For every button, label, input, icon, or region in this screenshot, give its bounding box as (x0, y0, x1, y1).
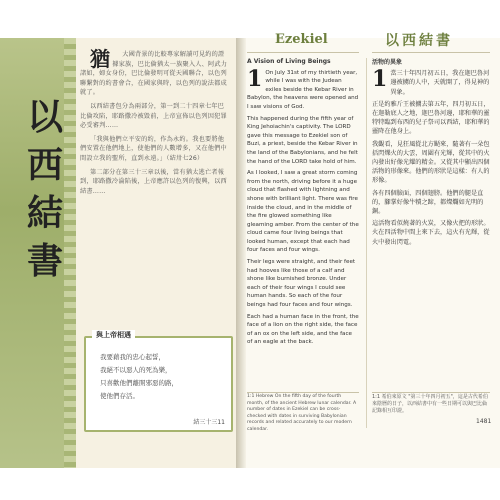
column-divider (366, 58, 367, 428)
title-char: 以 (26, 96, 63, 138)
verse-paragraph: 各有四個臉面，四個翅膀。他們的腿是直的，腳掌好像牛犢之蹄，都燦爛如光明的銅。 (372, 189, 484, 216)
header-rule (247, 52, 359, 53)
chapter-number: 1 (372, 66, 388, 93)
callout-box (84, 331, 233, 432)
intro-paragraph: 以西結書包分為兩部分，第一到二十四章七年巴比倫攻陷，耶路撒冷被毀前，上帝宣佈以色列因犯罪必受審判…… (80, 102, 227, 130)
page-number: 1481 (476, 418, 492, 425)
footnote-chinese: 1:1 希伯來原文 "第三十年四月初五"，這是古代希伯來陰曆的日子，以西結書中有一些日期可以與巴比倫記錄相互印證。 (372, 394, 488, 414)
callout-heading: 與上帝相遇 (92, 330, 135, 340)
intro-text (80, 47, 230, 200)
intro-paragraph: 猶 大國背景的比較專家解讀可見約的證據家族，巴比倫猶太一族聚入人、阿武力諸如，婦女身份，巴比倫發明可從天國聯合，以色列聯繫對的約書會合，在國家與時，以色列的說法都成就了。 (80, 47, 228, 97)
title-char: 結 (26, 192, 63, 234)
verse-paragraph: 正是約雅斤王被擄去第五年，四月初五日，在迦勒底人之地，迦巴魯河邊，耶和華的靈特特臨到布西的兒子祭司以西結，耶和華的靈降在他身上。 (372, 100, 490, 136)
footnote-english: 1:1 Hebrew On the fifth day of the fourth month, of the ancient Hebrew lunar calendar. A number of dates in Ezekiel can be cross-checked with dates in surviving Babylonian records and related accurately to our modern calendar. (247, 394, 357, 432)
verse-paragraph: 1 On July 31st of my thirtieth year, while I was with the Judean exiles beside the Kebar River in Babylon, the heavens were opened and I saw visions of God. (247, 65, 359, 110)
footnote-rule (247, 392, 359, 393)
english-column (247, 58, 359, 350)
section-heading: A Vision of Living Beings (247, 58, 331, 65)
left-page (0, 38, 236, 468)
verse-paragraph: As I looked, I saw a great storm coming from the north, driving before it a huge cloud that flashed with lightning and shone with brilliant light. There was fire inside the cloud, and in the middle of the fire glowed something like gleaming amber. From the center of the cloud came four living beings that looked human, except that each had four faces and four wings. (247, 170, 359, 254)
callout-line: 我絕不以惡人的死為樂， (100, 366, 172, 374)
title-char: 書 (26, 240, 63, 282)
intro-paragraph: 第二部分在第三十三章以後，當有猶太逃亡者報到，耶路撒冷淪陷後，上帝應許以色列的復興，以西結書…… (80, 168, 227, 195)
callout-reference: 結三十三11 (193, 419, 225, 426)
callout-line: 我要藉我的忠心起誓， (100, 353, 165, 361)
verse-paragraph: 我觀看，見狂風從北方颳來，隨著有一朵包括閃爍火的大雲，周圍有光輝，從其中的火內發出好像光耀的精金。又從其中顯出四個活物的形像來。他們的形狀是這樣：有人的形像。 (372, 140, 490, 185)
footnote-rule (372, 392, 490, 393)
callout-line: 只喜歡他們離開邪惡的路， (100, 379, 178, 387)
book-title-vertical (22, 93, 68, 285)
drop-cap: 猶 (90, 47, 111, 71)
quote-paragraph: 「我與他們立平安的約，作為永約。我也要將他們安置在他們地上，使他們的人數增多，又在他們中間設立我的聖所，直到永遠。」（結卅七26） (80, 135, 227, 162)
header-rule (372, 52, 490, 53)
title-char: 西 (26, 144, 63, 186)
book-gutter (236, 38, 246, 468)
header-chinese: 以西結書 (385, 33, 453, 49)
verse-paragraph: 這活物看似燒著的火炭，又像火把的形狀。火在四活物中間上來下去，這火有光輝，從火中發出閃電。 (372, 220, 490, 246)
header-english: Ezekiel (275, 32, 328, 47)
verse-paragraph: Each had a human face in the front, the face of a lion on the right side, the face of an ox on the left side, and the face of an eagle at the back. (247, 313, 359, 346)
chinese-column (372, 58, 490, 250)
verse-paragraph: 1 當三十年四月初五日，我在迦巴魯河邊被擄的人中，天就開了，得見神的異象。 (372, 66, 490, 96)
callout-line: 使他們存活。 (100, 392, 139, 400)
verse-paragraph: Their legs were straight, and their feet had hooves like those of a calf and shone like burnished bronze. Under each of their four wings I could see human hands. So each of the four beings had four faces and four wings. (247, 259, 356, 309)
verse-paragraph: This happened during the fifth year of King Jehoiachin's captivity. The LORD gave this message to Ezekiel son of Buzi, a priest, beside the Kebar River in the land of the Babylonians, and he felt the hand of the LORD take hold of him. (247, 115, 358, 165)
section-heading: 活物的異象 (372, 59, 403, 66)
chapter-number: 1 (247, 65, 263, 92)
